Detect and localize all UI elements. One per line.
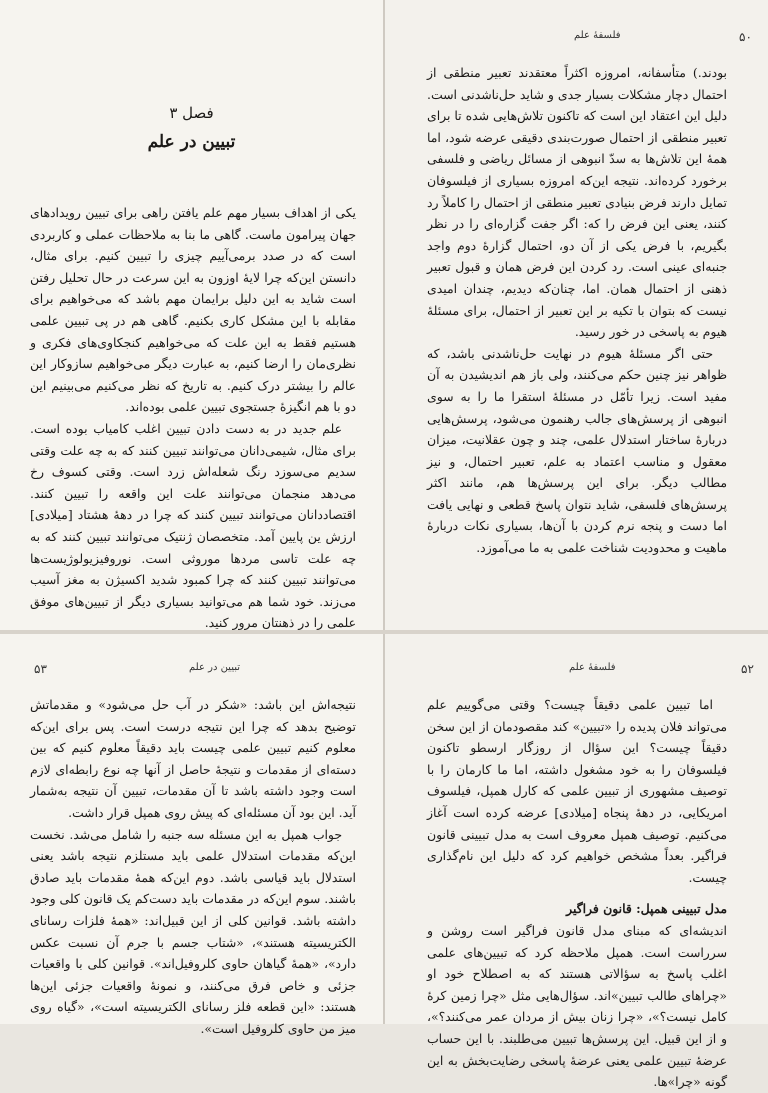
page-header xyxy=(409,662,754,680)
bleed-through-mark xyxy=(140,40,250,50)
chapter-label: فصل ۳ xyxy=(169,104,214,122)
running-title: فلسفهٔ علم xyxy=(574,30,621,41)
paragraph: اما تبیین علمی دقیقاً چیست؟ وقتی می‌گوییم علم می‌تواند فلان پدیده را «تبیین» کند مقصودمان از این سخن دقیقاً چیست؟ این سؤال از روزگار ارسطو تاکنون فیلسوفان را به خود مشغول داشته، اما ما کارمان را با توصیف مشهوری از تبیین علمی که کارل همپل، فیلسوف امریکایی، در دههٔ پنجاه [میلادی] عرضه کرده است آغاز می‌کنیم. توصیف همپل معروف است به مدل تبیینی قانون فراگیر. بعداً مشخص خواهیم کرد که دلیل این نام‌گذاری چیست. xyxy=(427,697,727,885)
page-52-body xyxy=(427,694,727,1093)
page-50-body xyxy=(427,62,727,559)
page-51-body xyxy=(30,202,356,634)
page-number: ۵۲ xyxy=(741,662,754,676)
page-50 xyxy=(385,0,768,630)
page-number: ۵۰ xyxy=(739,30,752,44)
page-header xyxy=(409,30,752,48)
running-title: تبیین در علم xyxy=(189,662,241,673)
paragraph: حتی اگر مسئلهٔ هیوم در نهایت حل‌ناشدنی باشد، که ظواهر نیز چنین حکم می‌کنند، ولی باز هم اندیشیدن به آن مفید است. زیرا تأمّل در مسئلهٔ استقرا ما را به سوی انبوهی از پرسش‌های جالب رهنمون می‌شود، پرسش‌هایی دربارهٔ ساختار استدلال علمی، چند و چون عقلانیت، میزان معقول و مناسب اعتماد به علم، تعبیر احتمال، و نیز مطالب دیگر. برای این پرسش‌ها هم، مانند اکثر پرسش‌های فلسفی، شاید نتوان پاسخ قطعی و نهایی یافت اما دست و پنجه نرم کردن با آن‌ها، بسیاری نکات دربارهٔ ماهیت و محدودیت شناخت علمی به ما می‌آموزد. xyxy=(427,345,727,556)
page-53 xyxy=(0,634,383,1036)
page-52 xyxy=(385,634,768,1090)
paragraph: یکی از اهداف بسیار مهم علم یافتن راهی برای تبیین رویدادهای جهان پیرامون ماست. گاهی ما بنا به ملاحظات عملی و کاربردی است که در صدد برمی‌آییم چیزی را تبیین کنیم. برای مثال، دانستن این‌که چرا لایهٔ اوزون به این سرعت در حال تحلیل رفتن است شاید به این دلیل برایمان مهم باشد که می‌خواهیم برای مقابله با این مشکل کاری بکنیم. گاهی هم در پی تبیین علمی هستیم فقط به این علت که می‌خواهیم کنجکاوی‌های فکری و نظری‌مان را ارضا کنیم، به عبارت دیگر می‌خواهیم سازوکار این عالم را بیشتر درک کنیم. به تاریخ که نظر می‌کنیم می‌بینیم این دو با هم انگیزهٔ جستجوی تبیین علمی بوده‌اند. xyxy=(30,205,356,415)
paragraph: بودند.) متأسفانه، امروزه اکثراً معتقدند تعبیر منطقی از احتمال دچار مشکلات بسیار جدی و شاید حل‌ناشدنی است. دلیل این اعتقاد این است که تاکنون تلاش‌هایی شده تا برای تعبیر منطقی از احتمال صورت‌بندی دقیقی عرضه شود، اما همهٔ این تلاش‌ها به سدّ انبوهی از مسائل ریاضی و فلسفی برخورد کرده‌اند. نتیجه این‌که امروزه بسیاری از فیلسوفان تمایل دارند فرض بنیادی تعبیر منطقی از احتمال را کاملاً رد کنند، یعنی این فرض را که: اگر جفت گزاره‌ای را در نظر بگیریم، با فرض یکی از آن دو، احتمال گزارهٔ دوم واجد جنبه‌ای عینی است. رد کردن این فرض همان و قبول تعبیر ذهنی از احتمال همان. اما، چنان‌که دیدیم، چندان امیدی نیست که بتوان با تکیه بر این تعبیر از احتمال، برای مسئلهٔ هیوم به پاسخی در خور رسید. xyxy=(427,65,727,340)
page-51 xyxy=(0,0,383,630)
paragraph: اندیشه‌ای که مبنای مدل قانون فراگیر است روشن و سرراست است. همپل ملاحظه کرد که تبیین‌های علمی اغلب پاسخ به سؤالاتی هستند که به اصطلاح خود او «چراهای طالب تبیین»اند. سؤال‌هایی مثل «چرا زمین کرهٔ کامل نیست؟»، «چرا زنان بیش از مردان عمر می‌کنند؟»، و از این قبیل. این پرسش‌ها تبیین می‌طلبند. با این حساب عرضهٔ تبیین علمی یعنی عرضهٔ پاسخی رضایت‌بخش به این گونه «چرا»ها. xyxy=(427,922,727,1090)
paragraph: نتیجه‌اش این باشد: «شکر در آب حل می‌شود» و مقدماتش توضیح بدهد که چرا این نتیجه درست است. پس برای این‌که معلوم کنیم تبیین علمی چیست باید دقیقاً معلوم کنیم که بین دسته‌ای از مقدمات و نتیجهٔ حاصل از آنها چه نوع رابطه‌ای لازم است وجود داشته باشد تا آن مقدمات، تبیین آن نتیجه به‌شمار آید. این بود آن مسئله‌ای که پیش روی همپل قرار داشت. xyxy=(30,697,356,820)
page-number: ۵۳ xyxy=(34,662,47,676)
page-header xyxy=(24,662,359,680)
paragraph: جواب همپل به این مسئله سه جنبه را شامل می‌شد. نخست این‌که مقدمات استدلال علمی باید مستلزم نتیجه باشد یعنی استدلال باید قیاسی باشد. دوم این‌که همهٔ مقدمات باید صادق باشند. سوم این‌که در مقدمات باید دست‌کم یک قانون کلی وجود داشته باشد. قوانین کلی از این قبیل‌اند: «همهٔ فلزات رسانای الکتریسیته هستند»، «شتاب جسم با جرم آن نسبت عکس دارد»، «همهٔ گیاهان حاوی کلروفیل‌اند». قوانین کلی با واقعیات جزئی و خاص فرق می‌کنند، و نمونهٔ واقعیات جزئی این‌ها هستند: «این قطعه فلز رسانای الکتریسیته است»، «گیاه روی میز من حاوی کلروفیل است». xyxy=(30,826,356,1036)
paragraph: علم جدید در به دست دادن تبیین اغلب کامیاب بوده است. برای مثال، شیمی‌دانان می‌توانند تبیین کنند که به چه علت وقتی سدیم می‌سوزد رنگ شعله‌اش زرد است. وقتی کسوف رخ می‌دهد منجمان می‌توانند علت این واقعه را تبیین کنند. اقتصاددانان می‌توانند تبیین کنند که چرا در دههٔ هشتاد [میلادی] ارزش ین پایین آمد. متخصصان ژنتیک می‌توانند تبیین کنند که به چه علت تاسی مردها موروثی است. نوروفیزیولوژیست‌ها می‌توانند تبیین کنند که چرا کمبود شدید اکسیژن به مغز آسیب می‌زند. خود شما هم می‌توانید بسیاری دیگر از تبیین‌های موفق علمی را در ذهنتان مرور کنید. xyxy=(30,420,356,631)
section-subheading: مدل تبیینی همپل: قانون فراگیر xyxy=(566,901,727,917)
page-53-body xyxy=(30,694,356,1040)
chapter-title: تبیین در علم xyxy=(147,132,236,152)
running-title: فلسفهٔ علم xyxy=(569,662,616,673)
